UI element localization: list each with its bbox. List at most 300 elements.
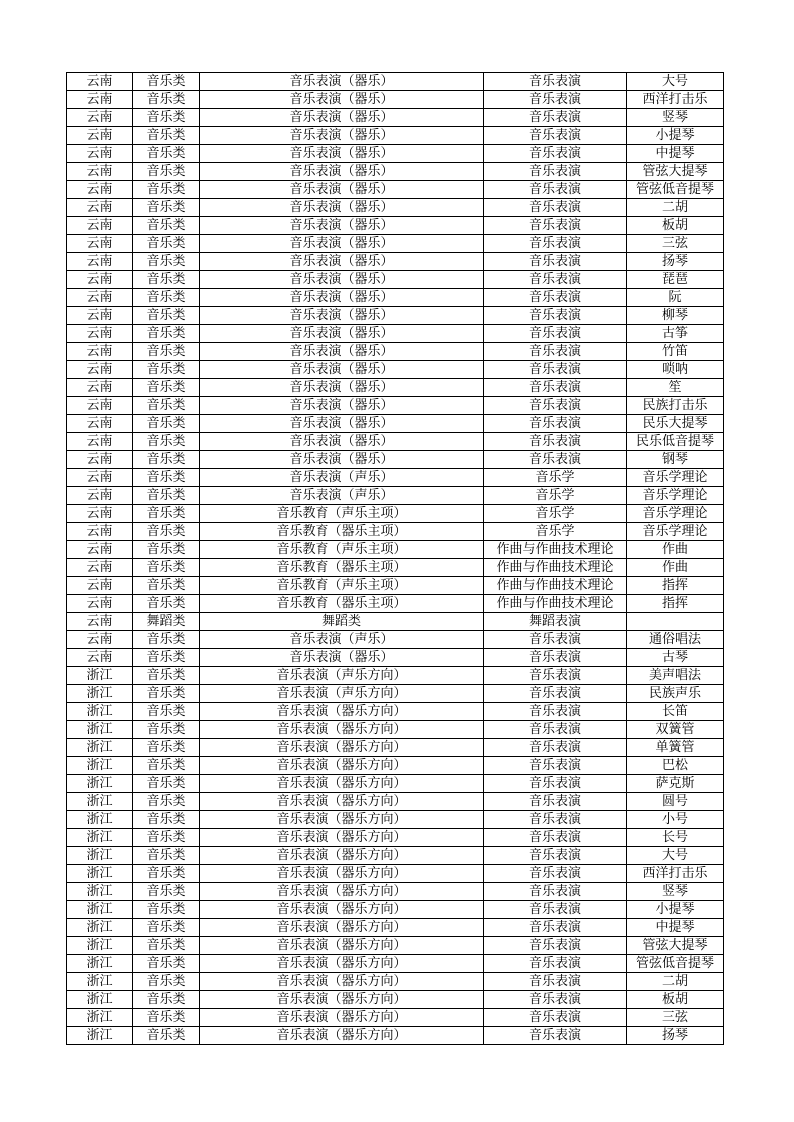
province-cell: 云南 bbox=[67, 379, 133, 397]
table-row bbox=[67, 991, 724, 1009]
major-cell: 音乐表演（器乐） bbox=[200, 109, 484, 127]
category-cell: 音乐类 bbox=[133, 631, 200, 649]
table-row bbox=[67, 127, 724, 145]
table-row bbox=[67, 397, 724, 415]
exam-major-cell: 音乐表演 bbox=[484, 757, 627, 775]
province-cell: 云南 bbox=[67, 595, 133, 613]
province-cell: 云南 bbox=[67, 127, 133, 145]
category-cell: 音乐类 bbox=[133, 433, 200, 451]
major-cell: 音乐表演（器乐方向） bbox=[200, 739, 484, 757]
instrument-cell: 音乐学理论 bbox=[627, 523, 724, 541]
table-row bbox=[67, 901, 724, 919]
instrument-cell: 通俗唱法 bbox=[627, 631, 724, 649]
instrument-cell: 大号 bbox=[627, 73, 724, 91]
major-cell: 音乐表演（声乐） bbox=[200, 631, 484, 649]
exam-major-cell: 音乐表演 bbox=[484, 703, 627, 721]
instrument-cell: 竖琴 bbox=[627, 109, 724, 127]
category-cell: 音乐类 bbox=[133, 649, 200, 667]
major-cell: 音乐表演（器乐方向） bbox=[200, 901, 484, 919]
table-row bbox=[67, 793, 724, 811]
major-cell: 音乐表演（器乐） bbox=[200, 91, 484, 109]
province-cell: 浙江 bbox=[67, 775, 133, 793]
table-row bbox=[67, 667, 724, 685]
category-cell: 音乐类 bbox=[133, 577, 200, 595]
province-cell: 浙江 bbox=[67, 937, 133, 955]
table-row bbox=[67, 379, 724, 397]
table-row bbox=[67, 973, 724, 991]
province-cell: 云南 bbox=[67, 253, 133, 271]
category-cell: 音乐类 bbox=[133, 703, 200, 721]
exam-major-cell: 音乐表演 bbox=[484, 307, 627, 325]
major-cell: 音乐表演（器乐） bbox=[200, 145, 484, 163]
exam-major-cell: 音乐表演 bbox=[484, 109, 627, 127]
instrument-cell: 钢琴 bbox=[627, 451, 724, 469]
major-cell: 音乐表演（器乐） bbox=[200, 649, 484, 667]
major-cell: 音乐表演（器乐） bbox=[200, 415, 484, 433]
province-cell: 浙江 bbox=[67, 865, 133, 883]
table-row bbox=[67, 91, 724, 109]
instrument-cell: 管弦大提琴 bbox=[627, 163, 724, 181]
table-row bbox=[67, 217, 724, 235]
category-cell: 舞蹈类 bbox=[133, 613, 200, 631]
major-cell: 音乐表演（器乐方向） bbox=[200, 793, 484, 811]
table-row bbox=[67, 631, 724, 649]
province-cell: 浙江 bbox=[67, 721, 133, 739]
exam-major-cell: 音乐表演 bbox=[484, 883, 627, 901]
exam-major-cell: 作曲与作曲技术理论 bbox=[484, 577, 627, 595]
instrument-cell: 民乐低音提琴 bbox=[627, 433, 724, 451]
category-cell: 音乐类 bbox=[133, 217, 200, 235]
instrument-cell: 指挥 bbox=[627, 595, 724, 613]
table-row bbox=[67, 865, 724, 883]
instrument-cell: 古筝 bbox=[627, 325, 724, 343]
category-cell: 音乐类 bbox=[133, 793, 200, 811]
table-row bbox=[67, 739, 724, 757]
exam-major-cell: 音乐表演 bbox=[484, 433, 627, 451]
major-cell: 音乐表演（器乐方向） bbox=[200, 955, 484, 973]
major-cell: 音乐表演（器乐） bbox=[200, 235, 484, 253]
table-row bbox=[67, 559, 724, 577]
exam-major-cell: 音乐表演 bbox=[484, 325, 627, 343]
exam-major-cell: 音乐表演 bbox=[484, 91, 627, 109]
category-cell: 音乐类 bbox=[133, 541, 200, 559]
exam-major-cell: 音乐表演 bbox=[484, 631, 627, 649]
category-cell: 音乐类 bbox=[133, 487, 200, 505]
province-cell: 云南 bbox=[67, 307, 133, 325]
instrument-cell: 西洋打击乐 bbox=[627, 865, 724, 883]
province-cell: 浙江 bbox=[67, 739, 133, 757]
province-cell: 云南 bbox=[67, 199, 133, 217]
province-cell: 云南 bbox=[67, 451, 133, 469]
province-cell: 浙江 bbox=[67, 811, 133, 829]
exam-major-cell: 音乐表演 bbox=[484, 937, 627, 955]
category-cell: 音乐类 bbox=[133, 307, 200, 325]
exam-major-cell: 音乐表演 bbox=[484, 955, 627, 973]
province-cell: 浙江 bbox=[67, 829, 133, 847]
major-cell: 音乐表演（器乐） bbox=[200, 343, 484, 361]
table-row bbox=[67, 829, 724, 847]
province-cell: 浙江 bbox=[67, 1027, 133, 1045]
exam-major-cell: 音乐表演 bbox=[484, 253, 627, 271]
exam-major-cell: 音乐表演 bbox=[484, 343, 627, 361]
category-cell: 音乐类 bbox=[133, 145, 200, 163]
major-cell: 音乐表演（器乐） bbox=[200, 325, 484, 343]
exam-major-cell: 舞蹈表演 bbox=[484, 613, 627, 631]
category-cell: 音乐类 bbox=[133, 775, 200, 793]
table-row bbox=[67, 361, 724, 379]
table-row bbox=[67, 757, 724, 775]
table-row bbox=[67, 883, 724, 901]
table-row bbox=[67, 523, 724, 541]
province-cell: 云南 bbox=[67, 181, 133, 199]
province-cell: 云南 bbox=[67, 559, 133, 577]
major-cell: 音乐表演（器乐方向） bbox=[200, 1009, 484, 1027]
major-cell: 音乐表演（器乐） bbox=[200, 307, 484, 325]
category-cell: 音乐类 bbox=[133, 91, 200, 109]
table-row bbox=[67, 145, 724, 163]
instrument-cell: 民族声乐 bbox=[627, 685, 724, 703]
province-cell: 浙江 bbox=[67, 685, 133, 703]
major-cell: 音乐表演（器乐方向） bbox=[200, 883, 484, 901]
exam-major-cell: 音乐表演 bbox=[484, 973, 627, 991]
exam-major-cell: 音乐表演 bbox=[484, 919, 627, 937]
table-row bbox=[67, 109, 724, 127]
major-cell: 音乐表演（器乐） bbox=[200, 361, 484, 379]
table-row bbox=[67, 487, 724, 505]
table-row bbox=[67, 685, 724, 703]
major-cell: 音乐表演（器乐） bbox=[200, 181, 484, 199]
table-row bbox=[67, 181, 724, 199]
exam-major-cell: 音乐表演 bbox=[484, 145, 627, 163]
major-cell: 音乐表演（器乐） bbox=[200, 433, 484, 451]
major-cell: 音乐表演（器乐方向） bbox=[200, 847, 484, 865]
category-cell: 音乐类 bbox=[133, 397, 200, 415]
major-cell: 音乐表演（声乐） bbox=[200, 469, 484, 487]
category-cell: 音乐类 bbox=[133, 991, 200, 1009]
major-cell: 音乐表演（器乐方向） bbox=[200, 703, 484, 721]
table-row bbox=[67, 847, 724, 865]
major-cell: 音乐表演（声乐） bbox=[200, 487, 484, 505]
instrument-cell: 扬琴 bbox=[627, 1027, 724, 1045]
instrument-cell: 柳琴 bbox=[627, 307, 724, 325]
major-cell: 音乐表演（器乐） bbox=[200, 217, 484, 235]
major-cell: 音乐表演（器乐） bbox=[200, 289, 484, 307]
major-cell: 音乐表演（器乐方向） bbox=[200, 991, 484, 1009]
major-cell: 音乐表演（器乐） bbox=[200, 379, 484, 397]
major-cell: 音乐表演（器乐方向） bbox=[200, 775, 484, 793]
major-cell: 音乐表演（器乐） bbox=[200, 199, 484, 217]
major-cell: 音乐表演（器乐方向） bbox=[200, 721, 484, 739]
category-cell: 音乐类 bbox=[133, 361, 200, 379]
major-cell: 音乐教育（器乐主项） bbox=[200, 559, 484, 577]
exam-major-cell: 音乐表演 bbox=[484, 73, 627, 91]
exam-major-cell: 音乐表演 bbox=[484, 217, 627, 235]
major-cell: 音乐教育（声乐主项） bbox=[200, 505, 484, 523]
instrument-cell: 二胡 bbox=[627, 973, 724, 991]
category-cell: 音乐类 bbox=[133, 505, 200, 523]
province-cell: 云南 bbox=[67, 289, 133, 307]
major-cell: 音乐表演（器乐） bbox=[200, 163, 484, 181]
category-cell: 音乐类 bbox=[133, 829, 200, 847]
province-cell: 云南 bbox=[67, 271, 133, 289]
province-cell: 浙江 bbox=[67, 973, 133, 991]
exam-major-cell: 音乐表演 bbox=[484, 811, 627, 829]
major-cell: 音乐表演（器乐） bbox=[200, 73, 484, 91]
province-cell: 云南 bbox=[67, 613, 133, 631]
table-row bbox=[67, 505, 724, 523]
table-row bbox=[67, 433, 724, 451]
table-row bbox=[67, 541, 724, 559]
instrument-cell: 西洋打击乐 bbox=[627, 91, 724, 109]
exam-major-cell: 音乐表演 bbox=[484, 163, 627, 181]
category-cell: 音乐类 bbox=[133, 685, 200, 703]
exam-major-cell: 音乐学 bbox=[484, 487, 627, 505]
instrument-cell: 古琴 bbox=[627, 649, 724, 667]
province-cell: 浙江 bbox=[67, 1009, 133, 1027]
table-row bbox=[67, 415, 724, 433]
major-cell: 音乐表演（器乐方向） bbox=[200, 937, 484, 955]
exam-major-cell: 音乐表演 bbox=[484, 721, 627, 739]
category-cell: 音乐类 bbox=[133, 289, 200, 307]
exam-major-cell: 音乐表演 bbox=[484, 793, 627, 811]
instrument-cell: 笙 bbox=[627, 379, 724, 397]
table-row bbox=[67, 163, 724, 181]
table-body bbox=[67, 73, 724, 1045]
exam-major-cell: 音乐表演 bbox=[484, 775, 627, 793]
instrument-cell: 作曲 bbox=[627, 541, 724, 559]
major-cell: 音乐教育（器乐主项） bbox=[200, 523, 484, 541]
major-cell: 音乐表演（器乐方向） bbox=[200, 919, 484, 937]
exam-major-cell: 音乐表演 bbox=[484, 829, 627, 847]
table-row bbox=[67, 721, 724, 739]
exam-major-cell: 音乐表演 bbox=[484, 1009, 627, 1027]
exam-major-cell: 音乐表演 bbox=[484, 271, 627, 289]
category-cell: 音乐类 bbox=[133, 523, 200, 541]
province-cell: 云南 bbox=[67, 649, 133, 667]
category-cell: 音乐类 bbox=[133, 1009, 200, 1027]
province-cell: 云南 bbox=[67, 469, 133, 487]
category-cell: 音乐类 bbox=[133, 559, 200, 577]
exam-major-cell: 音乐表演 bbox=[484, 685, 627, 703]
province-cell: 浙江 bbox=[67, 955, 133, 973]
category-cell: 音乐类 bbox=[133, 937, 200, 955]
category-cell: 音乐类 bbox=[133, 235, 200, 253]
category-cell: 音乐类 bbox=[133, 379, 200, 397]
table-row bbox=[67, 73, 724, 91]
instrument-cell: 圆号 bbox=[627, 793, 724, 811]
exam-major-cell: 音乐表演 bbox=[484, 235, 627, 253]
category-cell: 音乐类 bbox=[133, 199, 200, 217]
province-cell: 云南 bbox=[67, 73, 133, 91]
instrument-cell: 巴松 bbox=[627, 757, 724, 775]
category-cell: 音乐类 bbox=[133, 847, 200, 865]
major-cell: 音乐表演（器乐方向） bbox=[200, 811, 484, 829]
major-cell: 音乐表演（器乐） bbox=[200, 253, 484, 271]
instrument-cell: 中提琴 bbox=[627, 919, 724, 937]
instrument-cell: 扬琴 bbox=[627, 253, 724, 271]
instrument-cell: 长笛 bbox=[627, 703, 724, 721]
instrument-cell: 唢呐 bbox=[627, 361, 724, 379]
instrument-cell: 阮 bbox=[627, 289, 724, 307]
category-cell: 音乐类 bbox=[133, 1027, 200, 1045]
province-cell: 云南 bbox=[67, 523, 133, 541]
exam-major-cell: 音乐表演 bbox=[484, 181, 627, 199]
province-cell: 云南 bbox=[67, 91, 133, 109]
category-cell: 音乐类 bbox=[133, 955, 200, 973]
instrument-cell: 指挥 bbox=[627, 577, 724, 595]
instrument-cell: 板胡 bbox=[627, 217, 724, 235]
exam-major-cell: 音乐表演 bbox=[484, 289, 627, 307]
table-row bbox=[67, 199, 724, 217]
major-cell: 音乐表演（声乐方向） bbox=[200, 685, 484, 703]
category-cell: 音乐类 bbox=[133, 865, 200, 883]
category-cell: 音乐类 bbox=[133, 343, 200, 361]
province-cell: 云南 bbox=[67, 415, 133, 433]
table-row bbox=[67, 919, 724, 937]
table-row bbox=[67, 271, 724, 289]
category-cell: 音乐类 bbox=[133, 595, 200, 613]
exam-major-cell: 音乐学 bbox=[484, 469, 627, 487]
province-cell: 浙江 bbox=[67, 883, 133, 901]
exam-major-cell: 音乐表演 bbox=[484, 667, 627, 685]
major-cell: 音乐表演（器乐） bbox=[200, 271, 484, 289]
province-cell: 浙江 bbox=[67, 847, 133, 865]
table-row bbox=[67, 649, 724, 667]
province-cell: 浙江 bbox=[67, 991, 133, 1009]
exam-major-cell: 作曲与作曲技术理论 bbox=[484, 595, 627, 613]
exam-major-cell: 音乐表演 bbox=[484, 901, 627, 919]
major-cell: 音乐表演（器乐方向） bbox=[200, 829, 484, 847]
province-cell: 云南 bbox=[67, 541, 133, 559]
instrument-cell: 作曲 bbox=[627, 559, 724, 577]
category-cell: 音乐类 bbox=[133, 109, 200, 127]
table-row bbox=[67, 325, 724, 343]
province-cell: 浙江 bbox=[67, 703, 133, 721]
instrument-cell: 管弦低音提琴 bbox=[627, 181, 724, 199]
province-cell: 云南 bbox=[67, 217, 133, 235]
category-cell: 音乐类 bbox=[133, 415, 200, 433]
category-cell: 音乐类 bbox=[133, 73, 200, 91]
province-cell: 云南 bbox=[67, 397, 133, 415]
table-row bbox=[67, 469, 724, 487]
major-cell: 音乐教育（器乐主项） bbox=[200, 595, 484, 613]
exam-major-cell: 音乐表演 bbox=[484, 991, 627, 1009]
table-row bbox=[67, 451, 724, 469]
category-cell: 音乐类 bbox=[133, 901, 200, 919]
exam-major-cell: 音乐表演 bbox=[484, 649, 627, 667]
instrument-cell: 萨克斯 bbox=[627, 775, 724, 793]
exam-major-cell: 音乐表演 bbox=[484, 379, 627, 397]
category-cell: 音乐类 bbox=[133, 721, 200, 739]
instrument-cell: 大号 bbox=[627, 847, 724, 865]
exam-major-cell: 音乐表演 bbox=[484, 865, 627, 883]
major-cell: 音乐表演（声乐方向） bbox=[200, 667, 484, 685]
instrument-cell: 二胡 bbox=[627, 199, 724, 217]
category-cell: 音乐类 bbox=[133, 163, 200, 181]
category-cell: 音乐类 bbox=[133, 271, 200, 289]
instrument-cell: 小号 bbox=[627, 811, 724, 829]
instrument-cell: 琵琶 bbox=[627, 271, 724, 289]
province-cell: 云南 bbox=[67, 163, 133, 181]
exam-major-cell: 音乐表演 bbox=[484, 1027, 627, 1045]
table-row bbox=[67, 937, 724, 955]
exam-major-cell: 音乐表演 bbox=[484, 397, 627, 415]
major-cell: 音乐表演（器乐方向） bbox=[200, 1027, 484, 1045]
category-cell: 音乐类 bbox=[133, 883, 200, 901]
category-cell: 音乐类 bbox=[133, 181, 200, 199]
province-cell: 云南 bbox=[67, 505, 133, 523]
table-row bbox=[67, 343, 724, 361]
instrument-cell: 小提琴 bbox=[627, 127, 724, 145]
table-row bbox=[67, 307, 724, 325]
category-cell: 音乐类 bbox=[133, 919, 200, 937]
major-cell: 音乐表演（器乐方向） bbox=[200, 757, 484, 775]
category-cell: 音乐类 bbox=[133, 973, 200, 991]
province-cell: 云南 bbox=[67, 631, 133, 649]
category-cell: 音乐类 bbox=[133, 757, 200, 775]
province-cell: 浙江 bbox=[67, 793, 133, 811]
exam-major-cell: 作曲与作曲技术理论 bbox=[484, 541, 627, 559]
major-cell: 音乐表演（器乐） bbox=[200, 127, 484, 145]
province-cell: 云南 bbox=[67, 145, 133, 163]
table-row bbox=[67, 703, 724, 721]
exam-major-cell: 音乐表演 bbox=[484, 127, 627, 145]
exam-major-cell: 音乐表演 bbox=[484, 361, 627, 379]
instrument-cell: 小提琴 bbox=[627, 901, 724, 919]
province-cell: 浙江 bbox=[67, 757, 133, 775]
province-cell: 云南 bbox=[67, 343, 133, 361]
instrument-cell: 美声唱法 bbox=[627, 667, 724, 685]
table-row bbox=[67, 289, 724, 307]
category-cell: 音乐类 bbox=[133, 253, 200, 271]
table-row bbox=[67, 1027, 724, 1045]
instrument-cell: 板胡 bbox=[627, 991, 724, 1009]
table-row bbox=[67, 613, 724, 631]
major-cell: 舞蹈类 bbox=[200, 613, 484, 631]
instrument-cell: 音乐学理论 bbox=[627, 469, 724, 487]
major-cell: 音乐教育（声乐主项） bbox=[200, 577, 484, 595]
instrument-cell: 三弦 bbox=[627, 1009, 724, 1027]
province-cell: 云南 bbox=[67, 361, 133, 379]
province-cell: 云南 bbox=[67, 325, 133, 343]
category-cell: 音乐类 bbox=[133, 127, 200, 145]
major-cell: 音乐表演（器乐） bbox=[200, 451, 484, 469]
instrument-cell bbox=[627, 613, 724, 631]
instrument-cell: 竖琴 bbox=[627, 883, 724, 901]
province-cell: 浙江 bbox=[67, 667, 133, 685]
major-cell: 音乐表演（器乐方向） bbox=[200, 973, 484, 991]
table-row bbox=[67, 235, 724, 253]
major-cell: 音乐表演（器乐） bbox=[200, 397, 484, 415]
province-cell: 浙江 bbox=[67, 901, 133, 919]
table-row bbox=[67, 577, 724, 595]
exam-major-cell: 音乐表演 bbox=[484, 199, 627, 217]
exam-major-cell: 音乐表演 bbox=[484, 415, 627, 433]
instrument-cell: 管弦低音提琴 bbox=[627, 955, 724, 973]
admissions-table bbox=[66, 72, 724, 1045]
category-cell: 音乐类 bbox=[133, 325, 200, 343]
exam-major-cell: 音乐表演 bbox=[484, 847, 627, 865]
table-row bbox=[67, 253, 724, 271]
category-cell: 音乐类 bbox=[133, 739, 200, 757]
instrument-cell: 中提琴 bbox=[627, 145, 724, 163]
instrument-cell: 三弦 bbox=[627, 235, 724, 253]
major-cell: 音乐表演（器乐方向） bbox=[200, 865, 484, 883]
province-cell: 云南 bbox=[67, 487, 133, 505]
instrument-cell: 民族打击乐 bbox=[627, 397, 724, 415]
table-row bbox=[67, 775, 724, 793]
instrument-cell: 双簧管 bbox=[627, 721, 724, 739]
